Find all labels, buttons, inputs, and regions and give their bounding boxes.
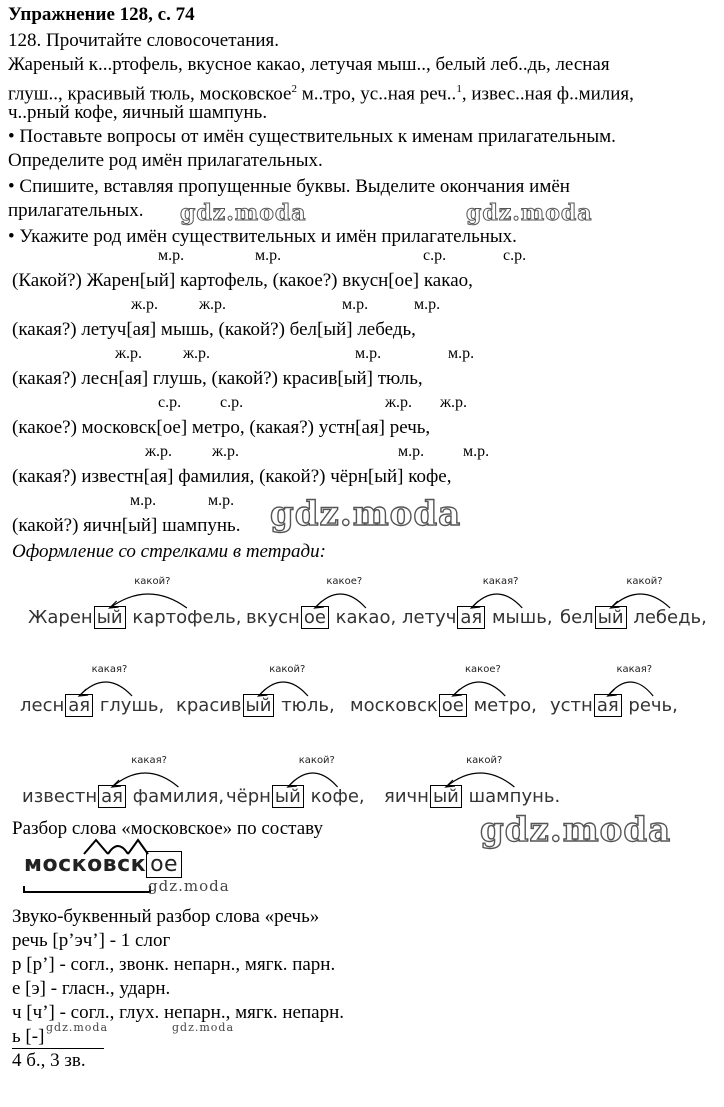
gender-label: с.р. — [503, 247, 527, 264]
notebook-phrase: красив ый тюль, — [176, 695, 335, 716]
answer-line: (какая?) известн[ая] фамилия, (какой?) чёрн[ый] кофе, — [12, 466, 452, 487]
ending-box: ый — [595, 606, 627, 629]
morph-word: московск ое — [24, 852, 182, 877]
ending-box: ая — [457, 606, 485, 629]
watermark: gdz.moda — [466, 200, 593, 226]
task-line: 128. Прочитайте словосочетания. — [8, 30, 280, 51]
question-label: какой? — [298, 755, 335, 766]
question-label: какой? — [466, 755, 503, 766]
notebook-phrase: чёрн ый кофе, — [226, 786, 365, 807]
watermark: gdz.moda — [180, 200, 307, 226]
watermark: gdz.moda — [172, 1021, 235, 1034]
notebook-phrase: летуч ая мышь, — [402, 607, 553, 628]
notebook-phrase: Жарен ый картофель, — [28, 607, 242, 628]
question-label: какое? — [326, 576, 363, 587]
gender-label: м.р. — [158, 247, 185, 264]
task-line: • Укажите род имён существительных и имён прилагательных. — [8, 226, 517, 247]
question-label: какая? — [616, 664, 653, 675]
phon-line: речь [р’эч’] - 1 слог — [12, 930, 171, 951]
phon-line: ч [ч’] - согл., глух. непарн., мягк. непарн. — [12, 1002, 344, 1023]
gender-label: ж.р. — [199, 296, 227, 313]
answer-line: (какая?) летуч[ая] мышь, (какой?) бел[ый] лебедь, — [12, 319, 416, 340]
task-line: глуш.., красивый тюль, московское$^2$ м..тро, ус..ная реч..$^1$, извес..ная ф..милия, — [8, 83, 634, 105]
gender-label: м.р. — [130, 492, 157, 509]
stem-bracket — [24, 886, 150, 892]
ending-box: ый — [430, 785, 462, 808]
question-label: какой? — [626, 576, 663, 587]
task-line: ч..рный кофе, яичный шампунь. — [8, 102, 268, 123]
notebook-row — [0, 745, 724, 815]
phon-line: ь [-] — [12, 1026, 104, 1049]
ending-box: ое — [146, 851, 182, 878]
gender-label: м.р. — [255, 247, 282, 264]
notebook-phrase: лесн ая глушь, — [20, 695, 165, 716]
question-label: какая? — [131, 755, 167, 766]
ending-box: ая — [594, 694, 622, 717]
notebook-caption: Оформление со стрелками в тетради: — [12, 541, 326, 562]
notebook-phrase: московск ое метро, — [350, 695, 537, 716]
task-line: • Поставьте вопросы от имён существительных к именам прилагательным. — [8, 126, 616, 147]
gender-label: ж.р. — [385, 394, 413, 411]
ending-box: ая — [98, 785, 126, 808]
watermark: gdz.moda — [270, 494, 462, 534]
question-label: какой? — [269, 664, 306, 675]
gender-label: м.р. — [355, 345, 382, 362]
ending-box: ое — [301, 606, 329, 629]
phon-line: р [р’] - согл., звонк. непарн., мягк. парн. — [12, 954, 336, 975]
watermark: gdz.moda — [46, 1021, 109, 1034]
gender-label: с.р. — [220, 394, 244, 411]
superscript-mark: 2 — [291, 83, 297, 95]
gender-label: ж.р. — [115, 345, 143, 362]
gender-label: ж.р. — [131, 296, 159, 313]
phon-line: е [э] - гласн., ударн. — [12, 978, 171, 999]
task-line: • Спишите, вставляя пропущенные буквы. Выделите окончания имён — [8, 176, 570, 197]
gender-label: м.р. — [342, 296, 369, 313]
task-line: Определите род имён прилагательных. — [8, 150, 323, 171]
watermark: gdz.moda — [148, 877, 230, 895]
question-label: какая? — [91, 664, 128, 675]
ending-box: ый — [272, 785, 304, 808]
ending-box: ая — [65, 694, 93, 717]
answer-line: (какой?) яичн[ый] шампунь. — [12, 515, 241, 536]
question-label: какое? — [465, 664, 501, 675]
notebook-phrase: известн ая фамилия, — [22, 786, 225, 807]
phon-heading: Звуко-буквенный разбор слова «речь» — [12, 906, 320, 927]
page-title: Упражнение 128, с. 74 — [8, 4, 195, 25]
superscript-mark: 1 — [456, 83, 462, 95]
gender-label: м.р. — [448, 345, 475, 362]
ending-box: ое — [439, 694, 467, 717]
answer-line: (Какой?) Жарен[ый] картофель, (какое?) вкусн[ое] какао, — [12, 270, 473, 291]
answer-line: (какое?) московск[ое] метро, (какая?) устн[ая] речь, — [12, 417, 431, 438]
ending-box: ый — [94, 606, 126, 629]
notebook-phrase: яичн ый шампунь. — [384, 786, 561, 807]
answer-line: (какая?) лесн[ая] глушь, (какой?) красив[ый] тюль, — [12, 368, 423, 389]
gender-label: ж.р. — [183, 345, 211, 362]
gender-label: м.р. — [208, 492, 235, 509]
phon-line: 4 б., 3 зв. — [12, 1050, 86, 1071]
notebook-phrase: вкусн ое какао, — [246, 607, 397, 628]
gender-label: ж.р. — [212, 443, 240, 460]
gender-label: с.р. — [158, 394, 182, 411]
ending-box: ый — [243, 694, 275, 717]
question-label: какой? — [134, 576, 171, 587]
task-line: прилагательных. — [8, 200, 144, 221]
notebook-phrase: бел ый лебедь, — [560, 607, 707, 628]
watermark: gdz.moda — [480, 810, 672, 850]
gender-label: м.р. — [463, 443, 490, 460]
question-label: какая? — [482, 576, 519, 587]
gender-label: м.р. — [398, 443, 425, 460]
task-line: Жареный к...ртофель, вкусное какао, летучая мыш.., белый леб..дь, лесная — [8, 54, 610, 75]
gender-label: с.р. — [423, 247, 447, 264]
notebook-phrase: устн ая речь, — [550, 695, 678, 716]
morph-heading: Разбор слова «московское» по составу — [12, 818, 323, 839]
gender-label: ж.р. — [145, 443, 173, 460]
gender-label: м.р. — [414, 296, 441, 313]
gender-label: ж.р. — [440, 394, 468, 411]
